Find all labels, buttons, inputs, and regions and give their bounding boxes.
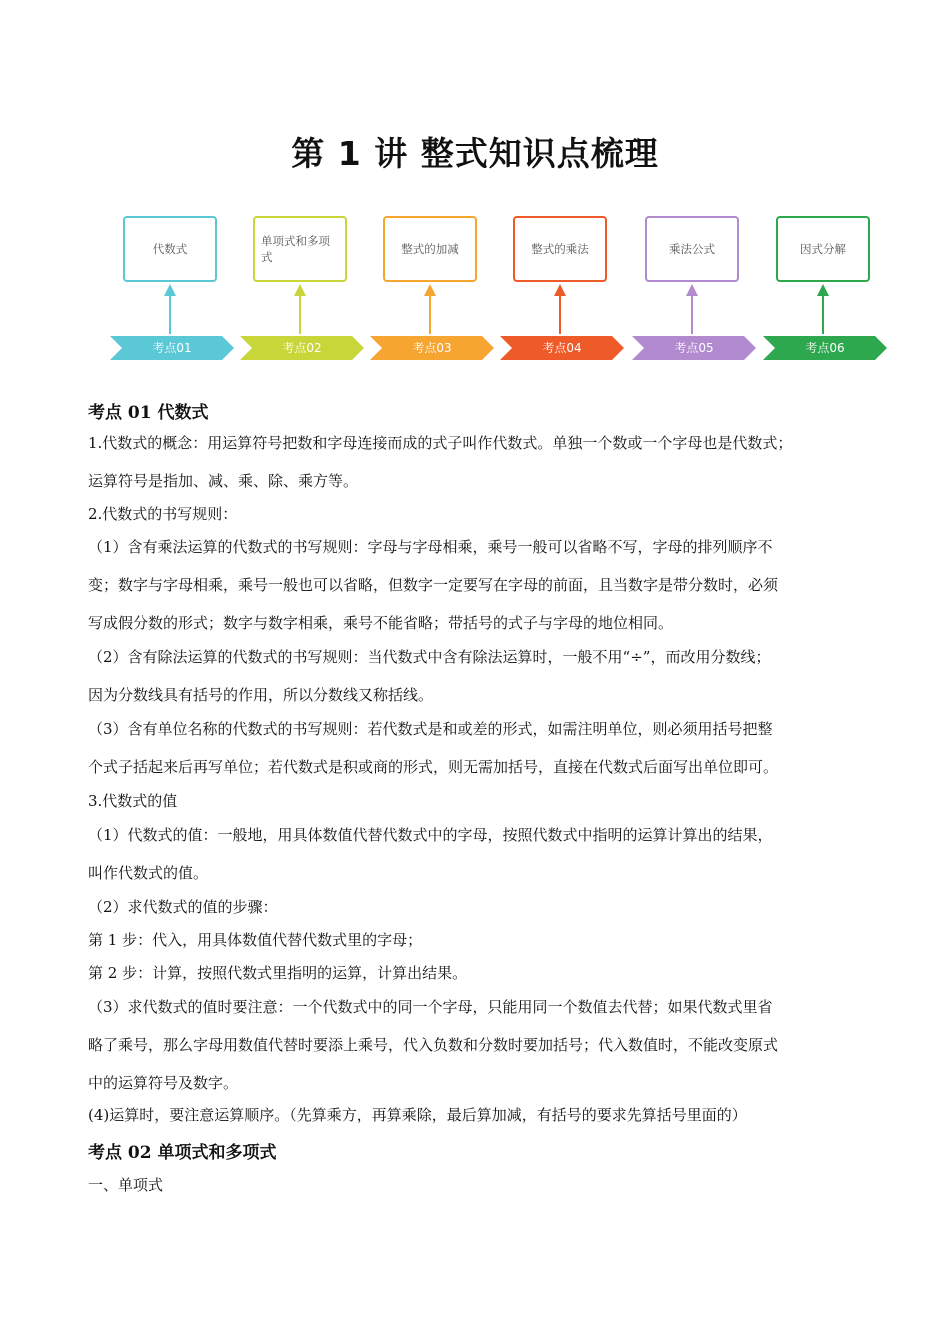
text-line: （2）求代数式的值的步骤：	[88, 898, 278, 916]
text-line: 第 2 步：计算，按照代数式里指明的运算，计算出结果。	[88, 964, 468, 982]
arrow-stem	[691, 294, 693, 334]
text-line: 一、单项式	[88, 1176, 164, 1194]
arrow-stem	[169, 294, 171, 334]
arrow-stem	[299, 294, 301, 334]
topic-label-1: 考点01	[152, 341, 192, 355]
page-title: 第 1 讲 整式知识点梳理	[291, 134, 659, 173]
topic-box-6: 因式分解	[776, 216, 870, 282]
topic-diagram	[108, 212, 890, 364]
text-line: 运算符号是指加、减、乘、除、乘方等。	[88, 472, 359, 490]
text-line: 略了乘号，那么字母用数值代替时要添上乘号，代入负数和分数时要加括号；代入数值时，不能改变原式	[88, 1036, 779, 1054]
topic-box-5: 乘法公式	[645, 216, 739, 282]
text-line: 中的运算符号及数字。	[88, 1074, 239, 1092]
topic-box-3: 整式的加减	[383, 216, 477, 282]
topic-label-3: 考点03	[412, 341, 452, 355]
text-line: （2）含有除法运算的代数式的书写规则：当代数式中含有除法运算时，一般不用“÷”，而改用分数线；	[88, 648, 771, 666]
section-heading: 考点 02 单项式和多项式	[88, 1143, 277, 1163]
topic-box-4: 整式的乘法	[513, 216, 607, 282]
topic-box-2: 单项式和多项式	[253, 216, 347, 282]
text-line: （1）含有乘法运算的代数式的书写规则：字母与字母相乘，乘号一般可以省略不写，字母的排列顺序不	[88, 538, 773, 556]
text-line: 2.代数式的书写规则：	[88, 505, 238, 523]
text-line: （3）含有单位名称的代数式的书写规则：若代数式是和或差的形式，如需注明单位，则必须用括号把整	[88, 720, 773, 738]
text-line: 因为分数线具有括号的作用，所以分数线又称括线。	[88, 686, 434, 704]
text-line: 3.代数式的值	[88, 792, 178, 810]
text-line: （3）求代数式的值时要注意：一个代数式中的同一个字母，只能用同一个数值去代替；如果代数式里省	[88, 998, 773, 1016]
text-line: 叫作代数式的值。	[88, 864, 209, 882]
topic-label-6: 考点06	[805, 341, 845, 355]
arrow-stem	[559, 294, 561, 334]
text-line: 变；数字与字母相乘，乘号一般也可以省略，但数字一定要写在字母的前面，且当数字是带分数时，必须	[88, 576, 779, 594]
arrow-stem	[429, 294, 431, 334]
topic-label-2: 考点02	[282, 341, 322, 355]
topic-label-4: 考点04	[542, 341, 582, 355]
arrow-stem	[822, 294, 824, 334]
text-line: (4)运算时，要注意运算顺序。（先算乘方，再算乘除，最后算加减，有括号的要求先算括号里面的）	[88, 1106, 747, 1124]
text-line: 1.代数式的概念：用运算符号把数和字母连接而成的式子叫作代数式。单独一个数或一个字母也是代数式；	[88, 434, 793, 452]
topic-box-1: 代数式	[123, 216, 217, 282]
section-heading: 考点 01 代数式	[88, 403, 209, 423]
text-line: 个式子括起来后再写单位；若代数式是积或商的形式，则无需加括号，直接在代数式后面写出单位即可。	[88, 758, 779, 776]
topic-label-5: 考点05	[674, 341, 714, 355]
text-line: （1）代数式的值：一般地，用具体数值代替代数式中的字母，按照代数式中指明的运算计算出的结果，	[88, 826, 773, 844]
text-line: 写成假分数的形式；数字与数字相乘，乘号不能省略；带括号的式子与字母的地位相同。	[88, 614, 674, 632]
text-line: 第 1 步：代入，用具体数值代替代数式里的字母；	[88, 931, 423, 949]
